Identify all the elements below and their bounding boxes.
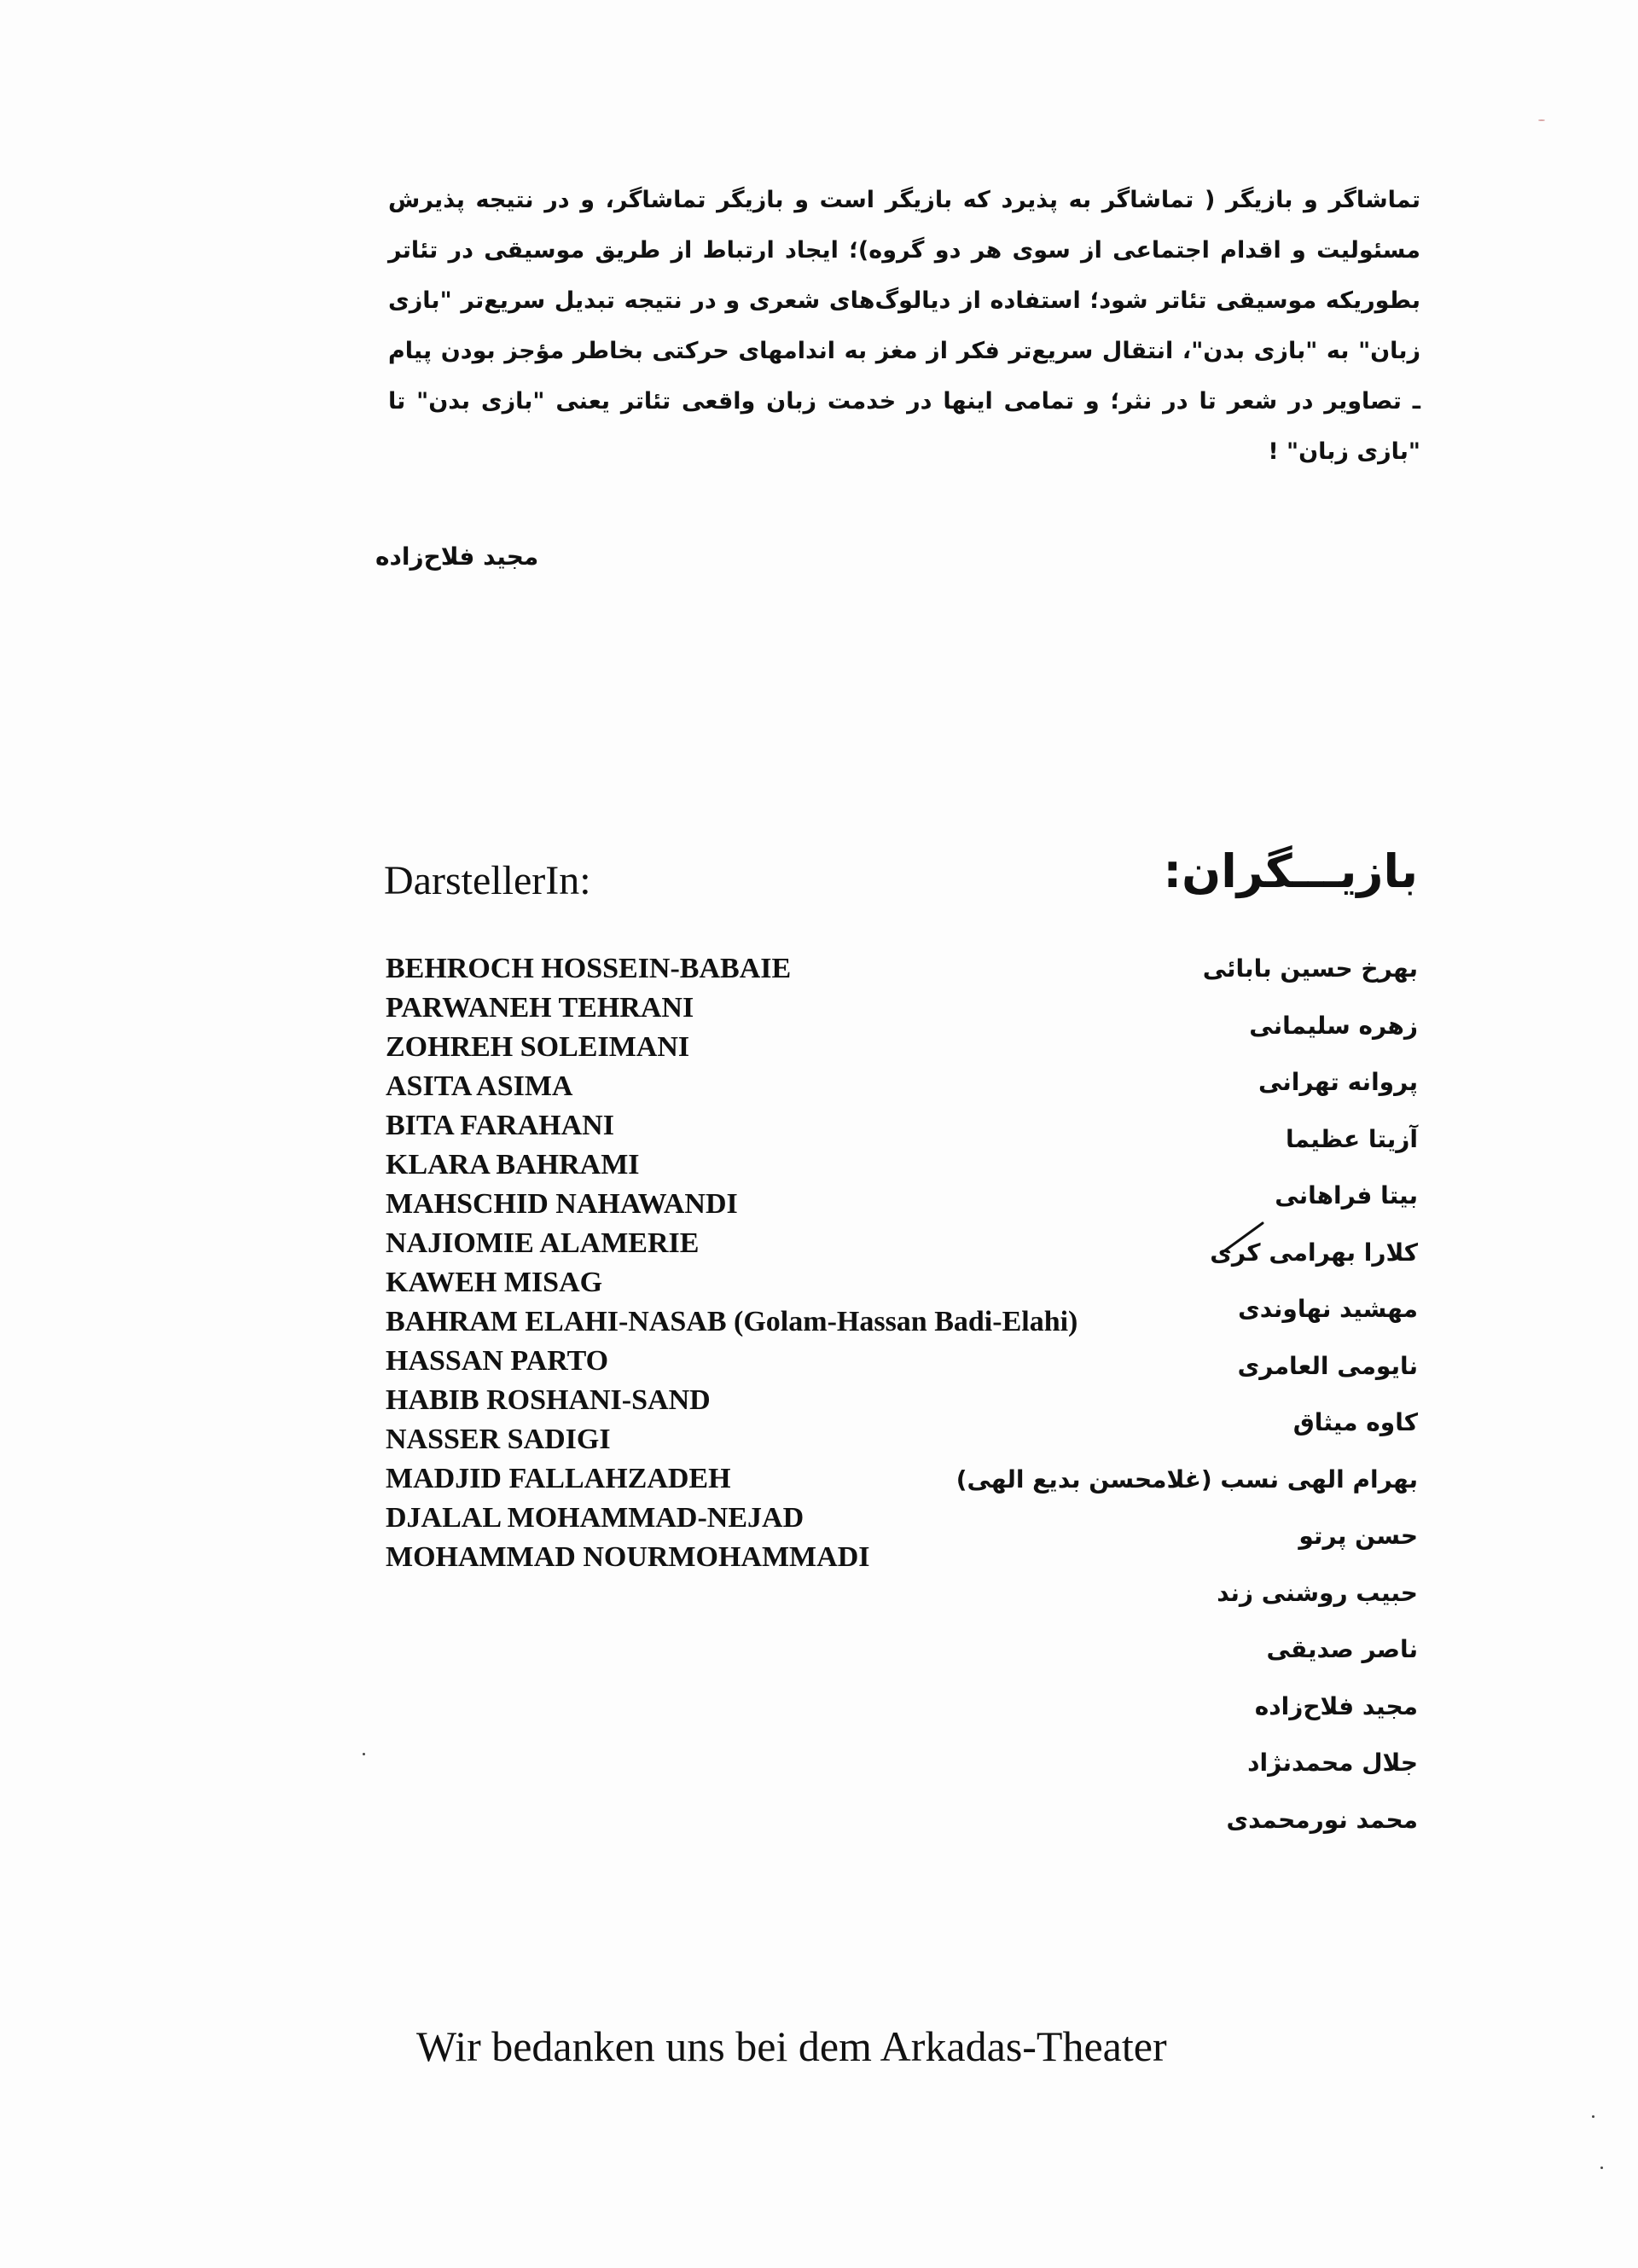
cast-name-fa: بیتا فراهانی [1275,1181,1418,1209]
cast-name-fa: جلال محمدنژاد [1247,1749,1418,1777]
cast-name-fa: مجید فلاح‌زاده [1254,1691,1418,1720]
cast-name-fa: بهرام الهی نسب (غلامحسن بدیع الهی) [956,1465,1418,1494]
cast-name-de: BEHROCH HOSSEIN-BABAIE [386,953,792,984]
cast-name-de: HASSAN PARTO [386,1345,609,1377]
cast-list-persian [947,941,1418,1848]
cast-name-de: MADJID FALLAHZADEH [386,1463,731,1494]
cast-name-fa: زهره سلیمانی [1249,1011,1418,1040]
cast-name-de: MOHAMMAD NOURMOHAMMADI [386,1541,870,1573]
cast-name-de: MAHSCHID NAHAWANDI [386,1188,738,1220]
cast-name-fa: حسن پرتو [1298,1522,1418,1550]
cast-name-fa: نایومی العامری [1237,1351,1418,1380]
cast-name-de: NASSER SADIGI [386,1424,611,1455]
author-signature: مجید فلاح‌زاده [375,542,539,571]
cast-name-fa: بهرخ حسین بابائی [1202,954,1418,983]
cast-name-fa: مهشید نهاوندی [1238,1295,1418,1323]
cast-name-de: ZOHREH SOLEIMANI [386,1031,690,1063]
cast-name-fa: ناصر صدیقی [1266,1635,1418,1663]
cast-heading-persian: بازیـــگران: [1163,844,1418,898]
cast-name-de: BITA FARAHANI [386,1110,614,1141]
scan-speck [1592,2115,1594,2118]
handwritten-strike-mark [1218,1220,1269,1254]
cast-name-de: KLARA BAHRAMI [386,1149,640,1180]
cast-name-fa: کاوه میثاق [1292,1408,1418,1436]
cast-name-fa: محمد نورمحمدی [1226,1805,1418,1834]
cast-name-fa: آزیتا عظیما [1285,1124,1418,1153]
cast-name-fa: پروانه تهرانی [1258,1068,1418,1096]
cast-name-de: NAJIOMIE ALAMERIE [386,1227,700,1259]
cast-heading-german: DarstellerIn: [384,858,591,903]
cast-name-de: HABIB ROSHANI-SAND [386,1384,711,1416]
cast-name-de: PARWANEH TEHRANI [386,992,694,1024]
cast-name-de: KAWEH MISAG [386,1267,603,1298]
cast-name-fa: کلارا بهرامی کری [1210,1238,1418,1267]
scan-speck [1600,2166,1603,2169]
acknowledgement-line: Wir bedanken uns bei dem Arkadas-Theater [416,2022,1167,2070]
intro-paragraph: تماشاگر و بازیگر ( تماشاگر به پذیرد که بازیگر است و بازیگر تماشاگر، و در نتیجه پذیرش مسئولیت و اقدام اجتماعی از سوی هر دو گروه)؛ ایجاد ارتباط از طریق موسیقی در تئاتر بطوریکه موسیقی تئاتر شود؛ استفاده از دیالوگ‌های شعری و در نتیجه تبدیل سریع‌تر "بازی زبان" به "بازی بدن"، انتقال سریع‌تر فکر از مغز به اندامهای حرکتی بخاطر مؤجز بودن پیام ـ تصاویر در شعر تا در نثر؛ و تمامی اینها در خدمت زبان واقعی تئاتر یعنی "بازی بدن" تا "بازی زبان" ! [388,187,1420,465]
cast-name-de: DJALAL MOHAMMAD-NEJAD [386,1502,804,1534]
cast-name-de: BAHRAM ELAHI-NASAB (Golam-Hassan Badi-Elahi) [386,1306,1078,1337]
cast-name-fa: حبیب روشنی زند [1217,1578,1418,1607]
scan-speck [1538,119,1545,121]
cast-name-de: ASITA ASIMA [386,1070,573,1102]
scan-speck [363,1753,365,1755]
